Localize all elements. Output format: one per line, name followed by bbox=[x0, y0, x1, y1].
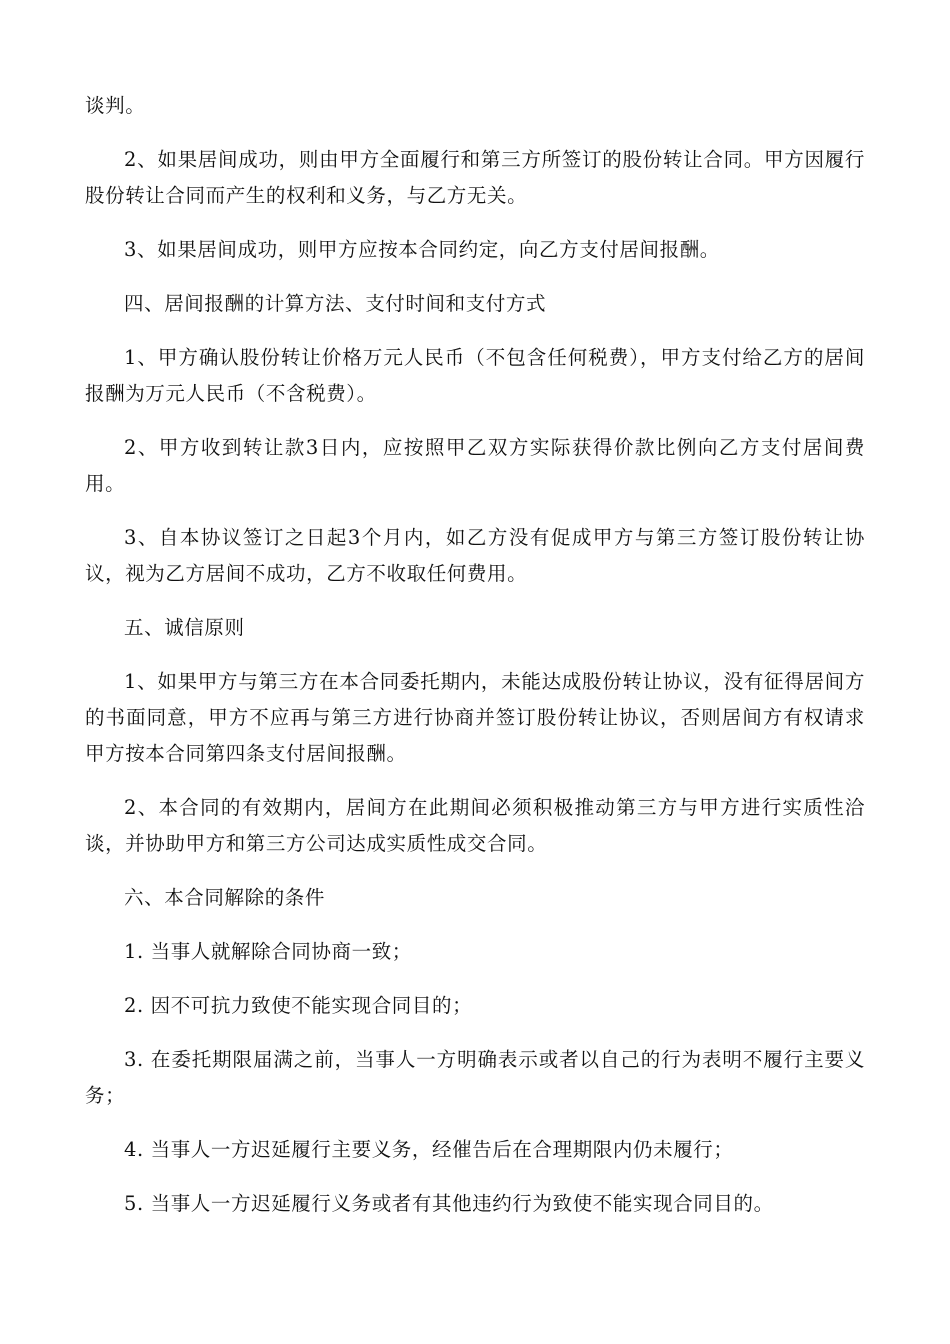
paragraph-clause-6-1: 1. 当事人就解除合同协商一致； bbox=[124, 940, 412, 963]
paragraph-continuation: 谈判。 bbox=[85, 94, 146, 117]
paragraph-clause-5-1: 1、如果甲方与第三方在本合同委托期内，未能达成股份转让协议，没有征得居间方的书面同意，甲方不应再与第三方进行协商并签订股份转让协议，否则居间方有权请求甲方按本合同第四条支付居间报酬。 bbox=[85, 670, 865, 765]
paragraph-clause-6-5: 5. 当事人一方迟延履行义务或者有其他违约行为致使不能实现合同目的。 bbox=[124, 1192, 774, 1215]
paragraph-clause-6-3: 3. 在委托期限届满之前，当事人一方明确表示或者以自己的行为表明不履行主要义务； bbox=[85, 1048, 865, 1107]
section-heading-5: 五、诚信原则 bbox=[124, 616, 245, 639]
paragraph-clause-5-2: 2、本合同的有效期内，居间方在此期间必须积极推动第三方与甲方进行实质性洽谈，并协助甲方和第三方公司达成实质性成交合同。 bbox=[85, 796, 865, 855]
document-body bbox=[85, 88, 865, 1240]
paragraph-clause-4-3: 3、自本协议签订之日起3个月内，如乙方没有促成甲方与第三方签订股份转让协议，视为乙方居间不成功，乙方不收取任何费用。 bbox=[85, 526, 865, 585]
paragraph-clause-3-2: 2、如果居间成功，则由甲方全面履行和第三方所签订的股份转让合同。甲方因履行股份转让合同而产生的权利和义务，与乙方无关。 bbox=[85, 148, 865, 207]
paragraph-clause-4-1: 1、甲方确认股份转让价格万元人民币（不包含任何税费），甲方支付给乙方的居间报酬为万元人民币（不含税费）。 bbox=[85, 346, 865, 405]
paragraph-clause-6-2: 2. 因不可抗力致使不能实现合同目的； bbox=[124, 994, 473, 1017]
paragraph-clause-3-3: 3、如果居间成功，则甲方应按本合同约定，向乙方支付居间报酬。 bbox=[124, 238, 720, 261]
paragraph-clause-4-2: 2、甲方收到转让款3日内，应按照甲乙双方实际获得价款比例向乙方支付居间费用。 bbox=[85, 436, 865, 495]
section-heading-6: 六、本合同解除的条件 bbox=[124, 886, 326, 909]
paragraph-clause-6-4: 4. 当事人一方迟延履行主要义务，经催告后在合理期限内仍未履行； bbox=[124, 1138, 734, 1161]
section-heading-4: 四、居间报酬的计算方法、支付时间和支付方式 bbox=[124, 292, 547, 315]
